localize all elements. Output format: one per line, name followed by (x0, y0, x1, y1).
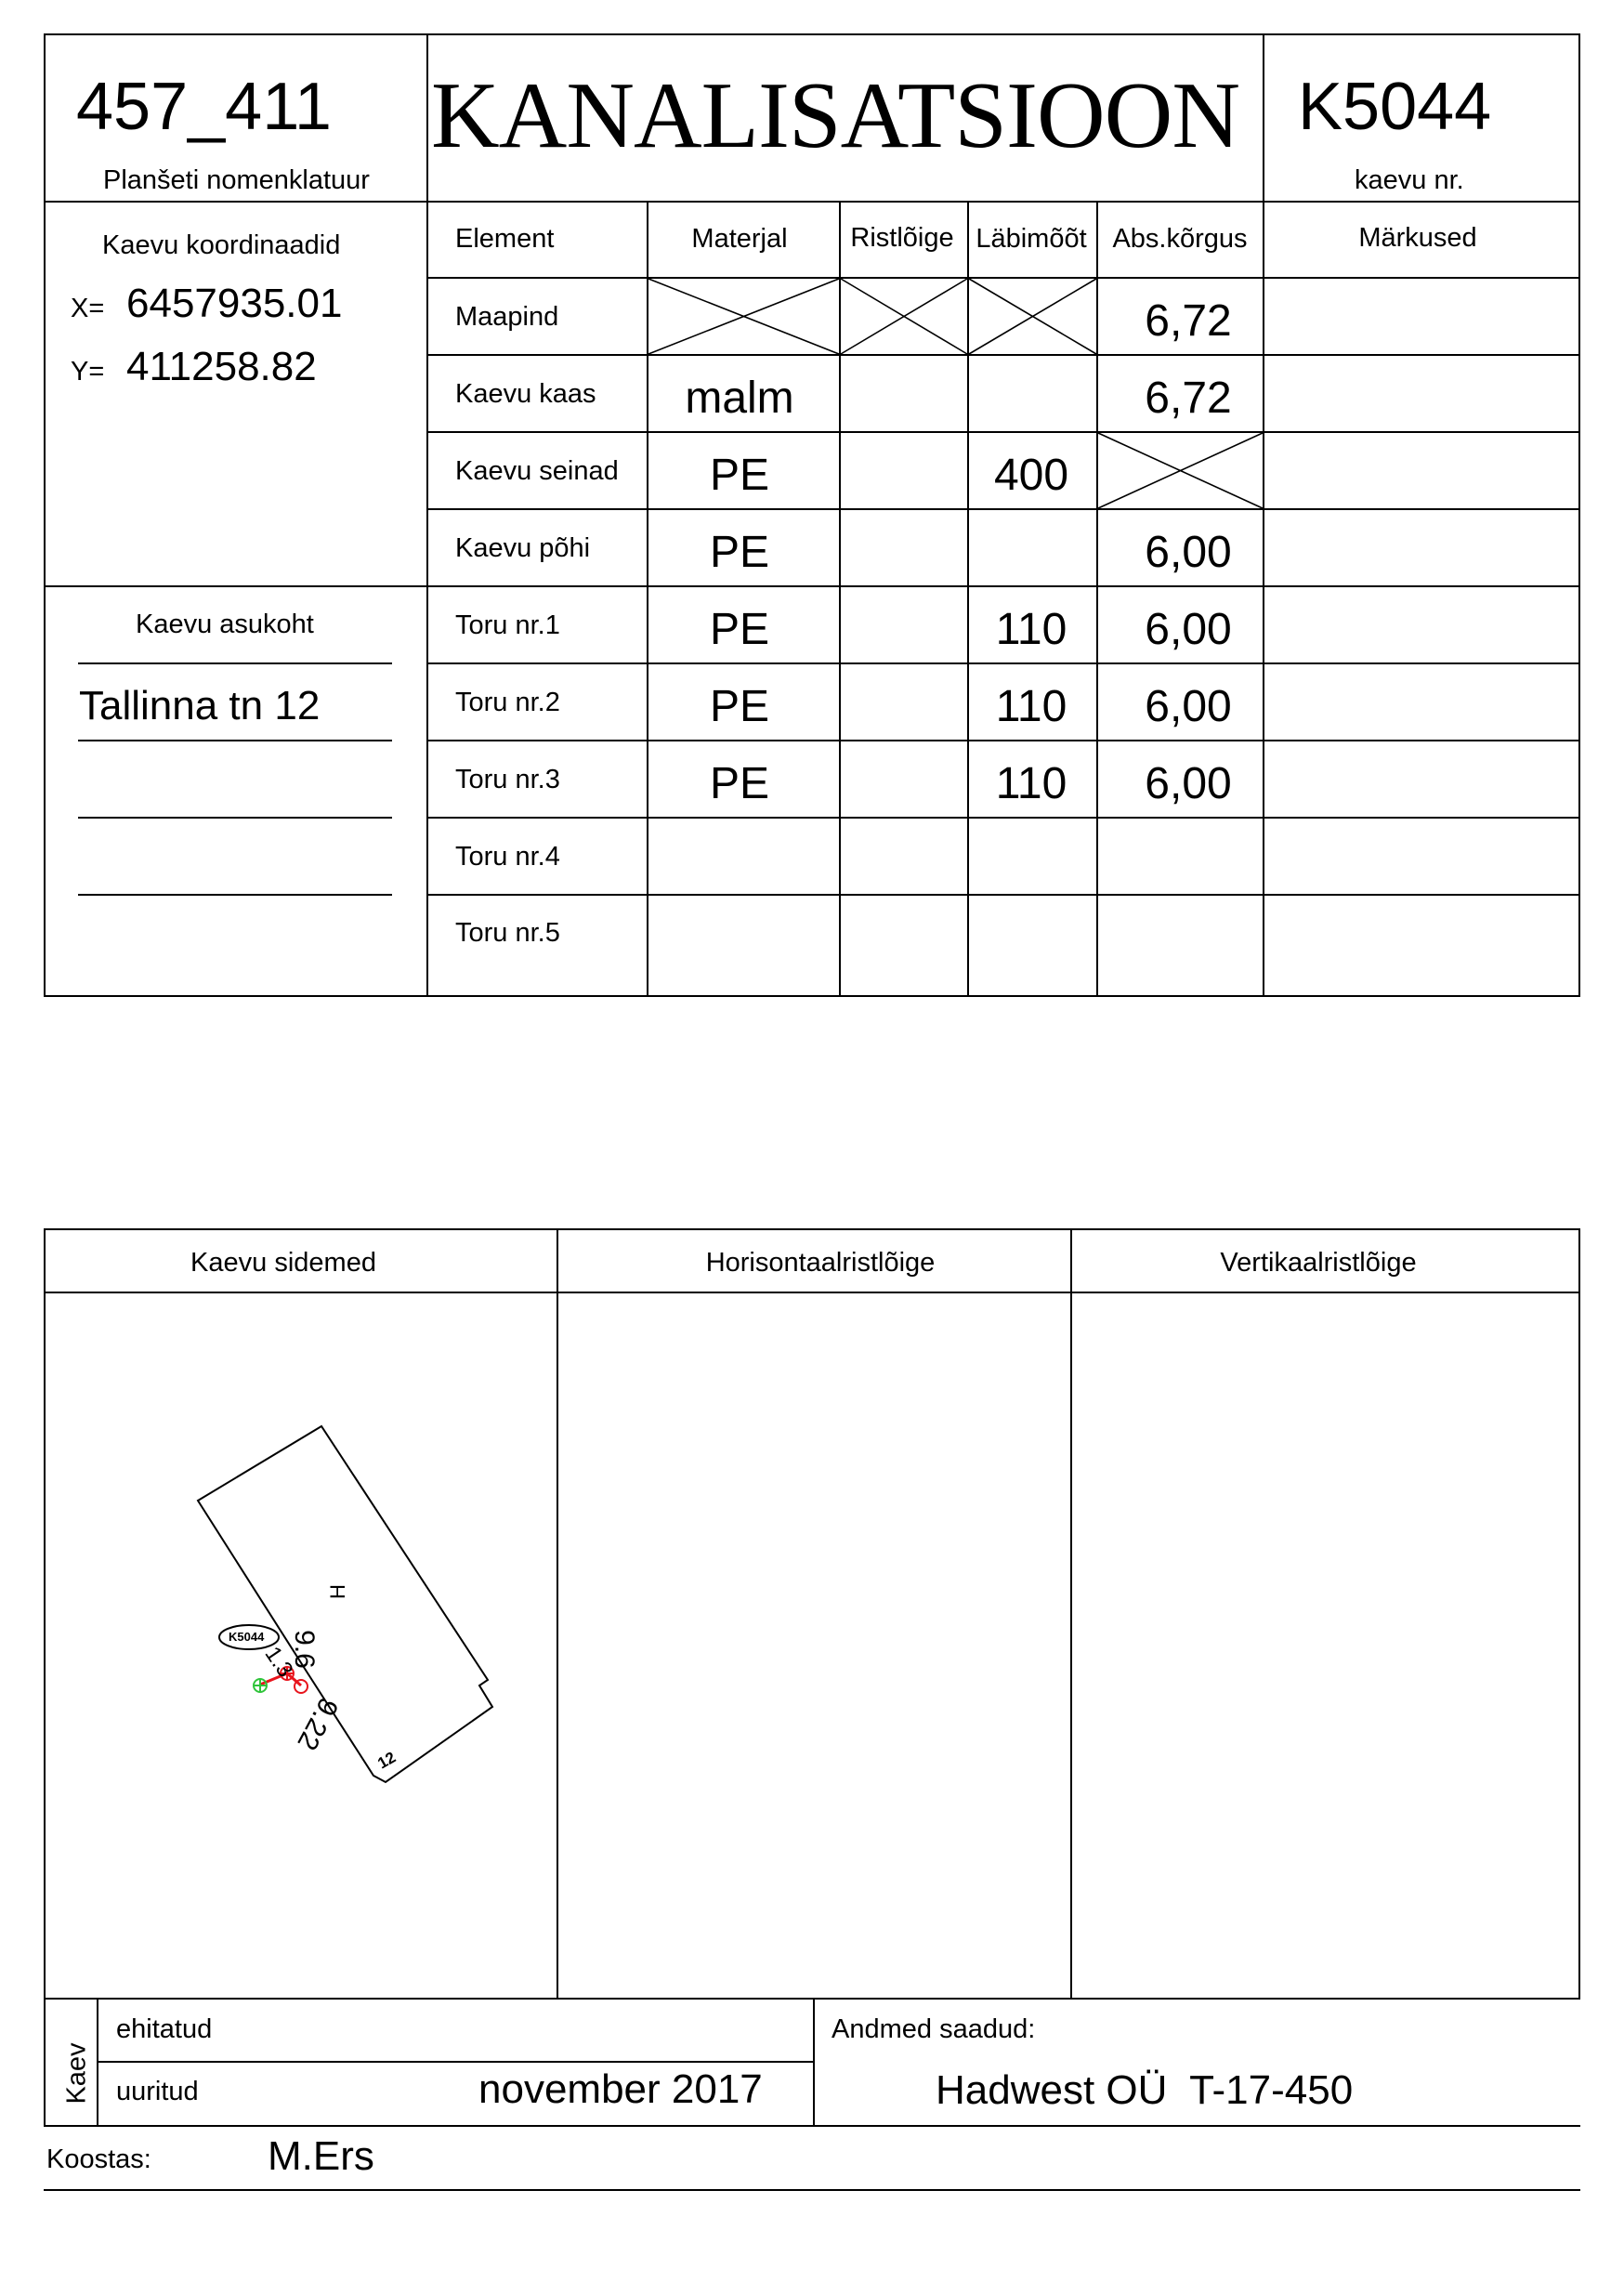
header-notes: Märkused (1358, 223, 1477, 253)
built-label: ehitatud (116, 2014, 213, 2044)
survey-point (254, 1679, 267, 1692)
author-label: Koostas: (46, 2144, 151, 2174)
row-elevation: 6,00 (1145, 605, 1232, 654)
row-diameter: 110 (995, 605, 1067, 654)
header-element: Element (455, 224, 555, 254)
row-element: Toru nr.4 (455, 842, 560, 872)
coord-y-label: Y= (71, 357, 105, 387)
row-diameter: 110 (995, 759, 1067, 808)
building-letter: H (325, 1584, 349, 1599)
data-source-value: Hadwest OÜ T-17-450 (936, 2067, 1354, 2113)
dimension-label: 9.22 (291, 1692, 344, 1755)
coordinates-label: Kaevu koordinaadid (102, 230, 341, 260)
plansheet-code: 457_411 (76, 70, 332, 144)
row-material: PE (709, 528, 770, 577)
row-element: Kaevu kaas (455, 379, 596, 409)
row-diameter: 400 (993, 451, 1069, 500)
header-material: Materjal (691, 224, 788, 254)
coord-y-value: 411258.82 (126, 344, 317, 389)
well-number-label: kaevu nr. (1355, 165, 1464, 195)
row-elevation: 6,00 (1145, 682, 1232, 731)
row-material: PE (709, 682, 770, 731)
row-element: Kaevu põhi (455, 533, 591, 563)
location-label: Kaevu asukoht (136, 610, 314, 639)
row-element: Toru nr.2 (455, 688, 560, 717)
header-diameter: Läbimõõt (976, 224, 1087, 254)
author-value: M.Ers (268, 2133, 374, 2179)
row-element: Kaevu seinad (455, 456, 619, 486)
location-line-1: Tallinna tn 12 (79, 683, 321, 728)
row-material: PE (709, 451, 770, 500)
building-outline (198, 1426, 492, 1782)
side-label: Kaev (61, 2042, 92, 2105)
data-source-label: Andmed saadud: (832, 2014, 1036, 2044)
row-elevation: 6,72 (1145, 296, 1232, 346)
dimension-label: 9.6 (288, 1630, 320, 1669)
row-elevation: 6,72 (1145, 374, 1232, 423)
row-material: PE (709, 605, 770, 654)
row-element: Maapind (455, 302, 559, 332)
row-diameter: 110 (995, 682, 1067, 731)
header-cross-section: Ristlõige (850, 223, 954, 253)
surveyed-label: uuritud (116, 2077, 199, 2106)
section-vertical-title: Vertikaalristlõige (1220, 1248, 1417, 1278)
surveyed-value: november 2017 (478, 2066, 763, 2112)
header-elevation: Abs.kõrgus (1112, 224, 1248, 254)
coord-x-label: X= (71, 294, 105, 323)
row-element: Toru nr.5 (455, 918, 560, 948)
dimension-label: 1.3 (259, 1642, 298, 1683)
row-elevation: 6,00 (1145, 759, 1232, 808)
well-tag-label: K5044 (229, 1630, 265, 1644)
section-ties-title: Kaevu sidemed (190, 1248, 376, 1278)
house-number: 12 (374, 1748, 399, 1773)
row-elevation: 6,00 (1145, 528, 1232, 577)
row-element: Toru nr.3 (455, 765, 560, 794)
well-number: K5044 (1298, 70, 1492, 144)
section-horizontal-title: Horisontaalristlõige (705, 1248, 936, 1278)
coord-x-value: 6457935.01 (126, 281, 343, 326)
row-material: PE (709, 759, 770, 808)
row-element: Toru nr.1 (455, 610, 560, 640)
row-material: malm (685, 374, 794, 423)
plansheet-label: Planšeti nomenklatuur (103, 165, 370, 195)
page-title: KANALISATSIOON (431, 63, 1239, 168)
